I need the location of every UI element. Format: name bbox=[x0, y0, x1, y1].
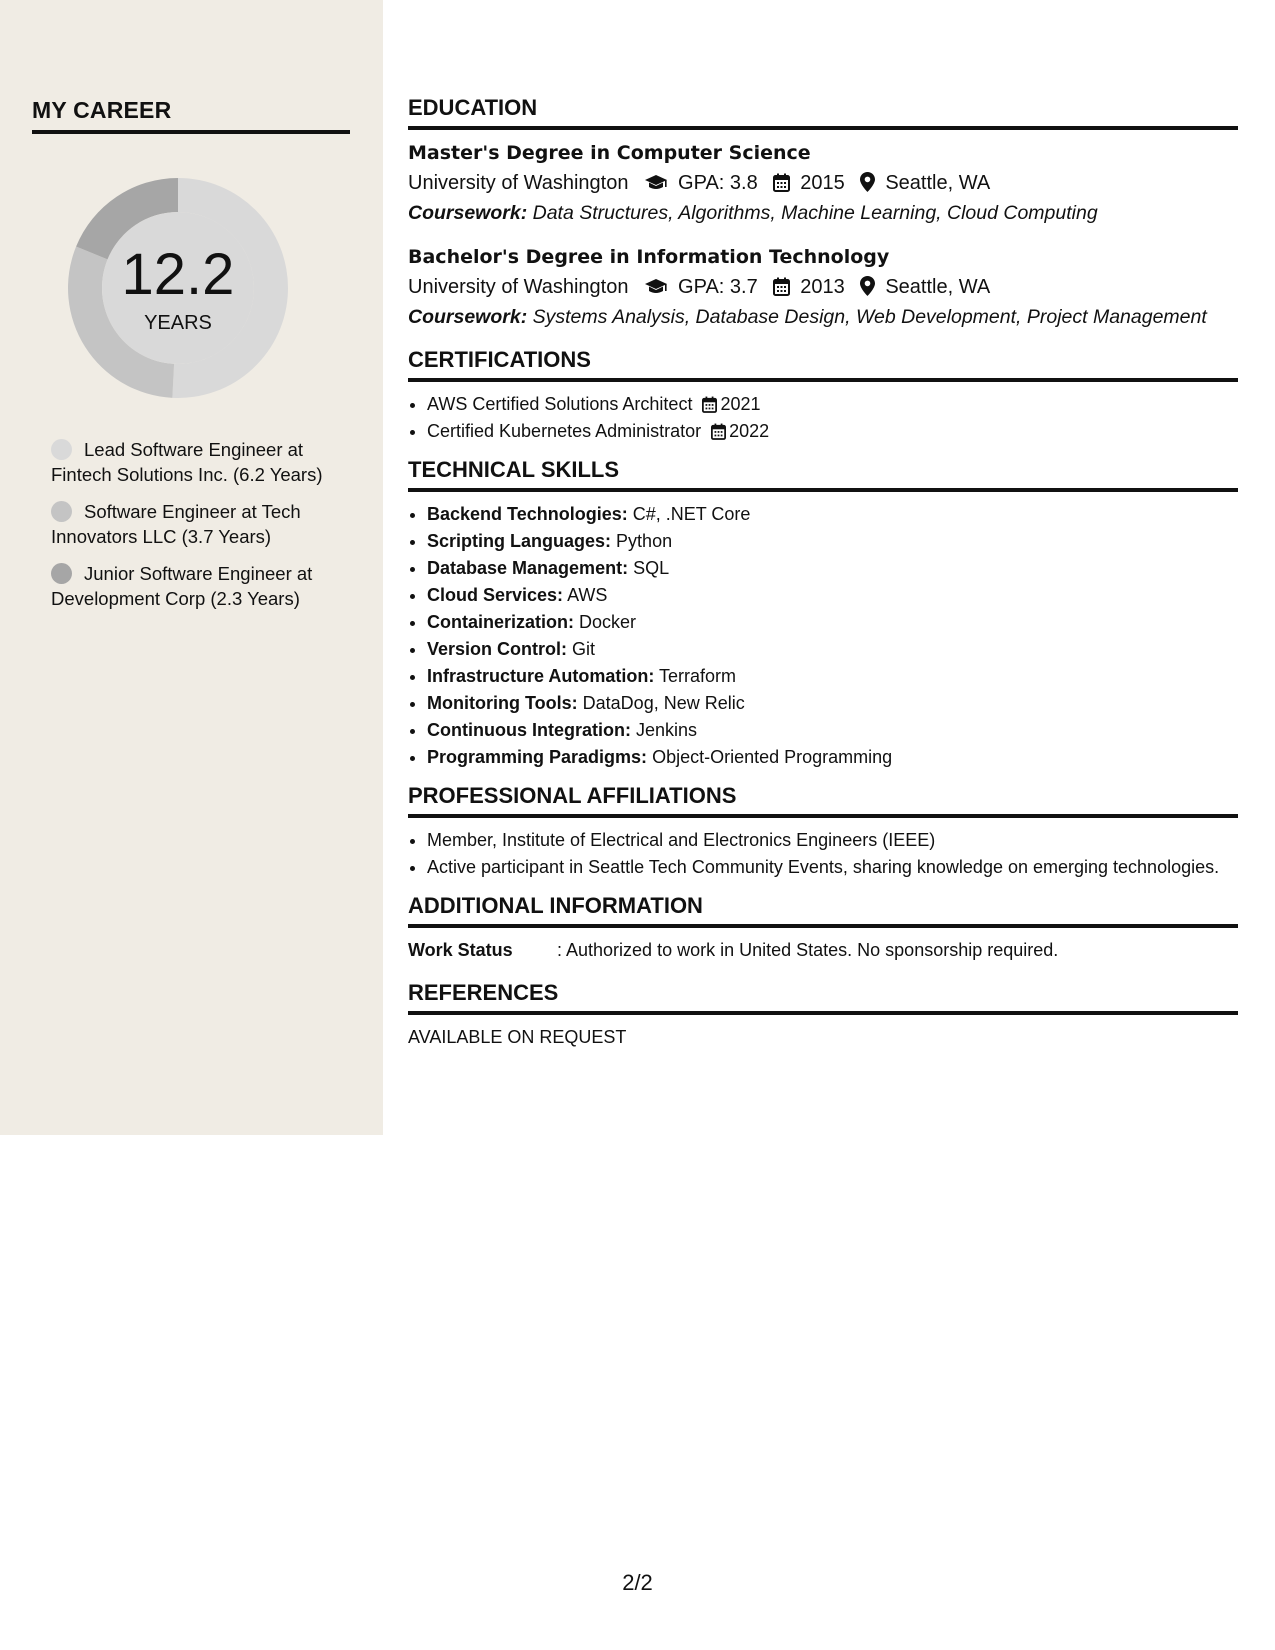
skill-label: Containerization: bbox=[427, 612, 574, 632]
list-item: • Member, Institute of Electrical and Electronics Engineers (IEEE) bbox=[427, 827, 1238, 854]
calendar-icon bbox=[701, 421, 729, 441]
certification-year: 2021 bbox=[720, 394, 761, 414]
skill-label: Continuous Integration: bbox=[427, 720, 631, 740]
skill-label: Monitoring Tools: bbox=[427, 693, 578, 713]
coursework bbox=[408, 302, 1238, 333]
legend-item bbox=[51, 561, 351, 611]
technical-skills-list bbox=[408, 501, 1238, 771]
calendar-icon bbox=[692, 394, 720, 414]
calendar-icon bbox=[763, 276, 800, 298]
education-entry bbox=[408, 243, 1238, 333]
list-item bbox=[427, 501, 1238, 528]
location: Seattle, WA bbox=[885, 276, 991, 298]
certification-name: AWS Certified Solutions Architect bbox=[427, 394, 693, 414]
skill-value: C#, .NET Core bbox=[632, 504, 751, 524]
skill-label: Programming Paradigms: bbox=[427, 747, 648, 767]
skill-label: Backend Technologies: bbox=[427, 504, 628, 524]
skill-value: Python bbox=[616, 531, 673, 551]
technical-skills-title: TECHNICAL SKILLS bbox=[408, 457, 1238, 492]
list-item: • Active participant in Seattle Tech Community Events, sharing knowledge on emerging technologies. bbox=[427, 854, 1238, 881]
degree-title: Bachelor's Degree in Information Technology bbox=[408, 246, 890, 268]
work-status-value: : Authorized to work in United States. No sponsorship required. bbox=[557, 940, 1059, 960]
list-item bbox=[427, 717, 1238, 744]
skill-value: DataDog, New Relic bbox=[582, 693, 745, 713]
career-sidebar bbox=[0, 0, 383, 1135]
legend-label: Software Engineer at Tech Innovators LLC (3.7 Years) bbox=[51, 501, 301, 547]
skill-value: Docker bbox=[579, 612, 637, 632]
references-title: REFERENCES bbox=[408, 980, 1238, 1015]
location-pin-icon bbox=[850, 276, 885, 298]
legend-label: Junior Software Engineer at Development Corp (2.3 Years) bbox=[51, 563, 313, 609]
skill-value: Jenkins bbox=[635, 720, 698, 740]
legend-item bbox=[51, 499, 351, 549]
additional-info-title: ADDITIONAL INFORMATION bbox=[408, 893, 1238, 928]
coursework-label: Coursework: bbox=[408, 202, 528, 224]
legend-item bbox=[51, 437, 351, 487]
legend-dot bbox=[51, 501, 72, 522]
list-item bbox=[427, 391, 1238, 418]
list-item bbox=[427, 555, 1238, 582]
graduation-cap-icon bbox=[634, 276, 678, 298]
main-content bbox=[408, 95, 1238, 1050]
list-item bbox=[427, 744, 1238, 771]
coursework-list: Systems Analysis, Database Design, Web Development, Project Management bbox=[532, 306, 1207, 328]
coursework-label: Coursework: bbox=[408, 306, 528, 328]
list-item bbox=[427, 582, 1238, 609]
work-status-row bbox=[408, 937, 1238, 963]
skill-value: Terraform bbox=[659, 666, 737, 686]
affiliations-title: PROFESSIONAL AFFILIATIONS bbox=[408, 783, 1238, 818]
legend-dot bbox=[51, 439, 72, 460]
calendar-icon bbox=[763, 172, 800, 194]
education-title: EDUCATION bbox=[408, 95, 1238, 130]
skill-label: Cloud Services: bbox=[427, 585, 564, 605]
education-entry bbox=[408, 139, 1238, 229]
affiliations-list bbox=[408, 827, 1238, 881]
certifications-list bbox=[408, 391, 1238, 445]
skill-label: Version Control: bbox=[427, 639, 568, 659]
skill-label: Scripting Languages: bbox=[427, 531, 612, 551]
degree-title: Master's Degree in Computer Science bbox=[408, 142, 811, 164]
certifications-title: CERTIFICATIONS bbox=[408, 347, 1238, 382]
references-text: AVAILABLE ON REQUEST bbox=[408, 1027, 627, 1047]
list-item bbox=[427, 418, 1238, 445]
skill-value: SQL bbox=[633, 558, 670, 578]
page-number: 2/2 bbox=[622, 1570, 653, 1595]
coursework bbox=[408, 198, 1238, 229]
list-item bbox=[427, 609, 1238, 636]
location: Seattle, WA bbox=[885, 172, 991, 194]
legend-dot bbox=[51, 563, 72, 584]
skill-value: Git bbox=[572, 639, 596, 659]
career-total-years: 12.2 bbox=[121, 242, 235, 307]
career-total-unit: YEARS bbox=[144, 312, 212, 334]
graduation-year: 2013 bbox=[800, 276, 845, 298]
education-details bbox=[408, 272, 1238, 302]
skill-label: Infrastructure Automation: bbox=[427, 666, 655, 686]
school-name: University of Washington bbox=[408, 172, 629, 194]
graduation-year: 2015 bbox=[800, 172, 845, 194]
list-item bbox=[427, 636, 1238, 663]
list-item bbox=[427, 528, 1238, 555]
school-name: University of Washington bbox=[408, 276, 629, 298]
career-heading: MY CAREER bbox=[32, 97, 350, 134]
list-item bbox=[427, 690, 1238, 717]
legend-label: Lead Software Engineer at Fintech Solutions Inc. (6.2 Years) bbox=[51, 439, 323, 485]
career-legend bbox=[51, 437, 351, 623]
gpa: GPA: 3.8 bbox=[678, 172, 758, 194]
location-pin-icon bbox=[850, 172, 885, 194]
graduation-cap-icon bbox=[634, 172, 678, 194]
list-item bbox=[427, 663, 1238, 690]
gpa: GPA: 3.7 bbox=[678, 276, 758, 298]
certification-name: Certified Kubernetes Administrator bbox=[427, 421, 702, 441]
certification-year: 2022 bbox=[729, 421, 770, 441]
skill-label: Database Management: bbox=[427, 558, 629, 578]
work-status-label: Work Status bbox=[408, 940, 513, 960]
education-details bbox=[408, 168, 1238, 198]
skill-value: Object-Oriented Programming bbox=[652, 747, 893, 767]
coursework-list: Data Structures, Algorithms, Machine Learning, Cloud Computing bbox=[532, 202, 1098, 224]
skill-value: AWS bbox=[567, 585, 608, 605]
